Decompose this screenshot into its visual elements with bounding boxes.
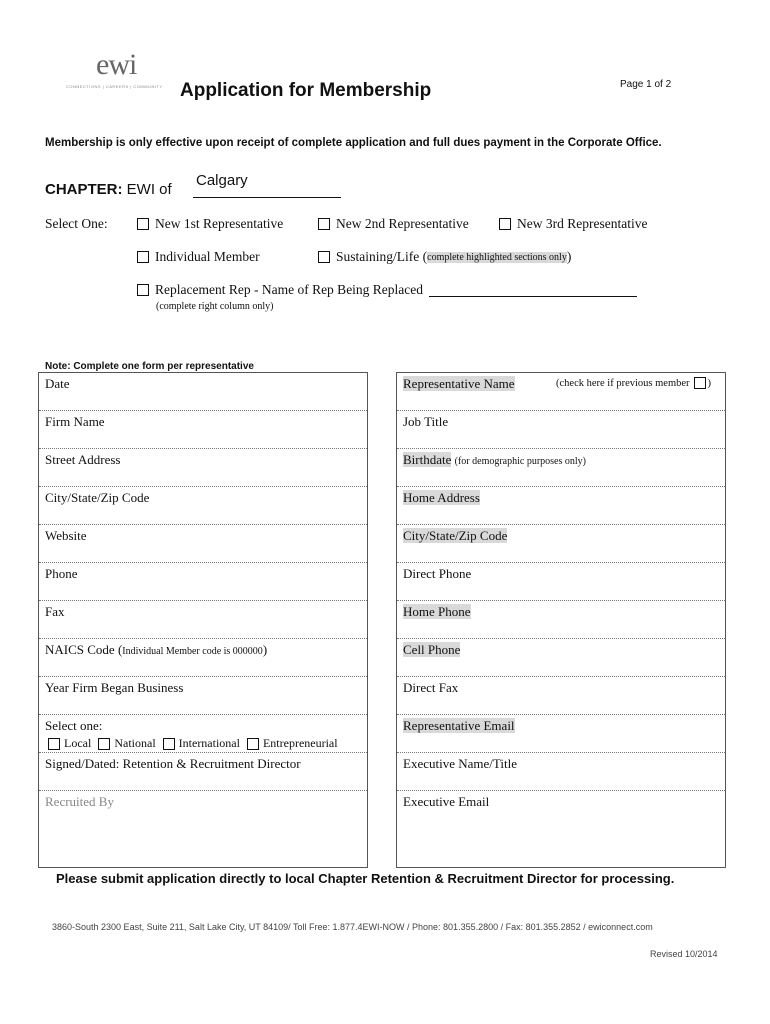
field-label: Home Address xyxy=(403,490,480,505)
field-firm-name[interactable] xyxy=(39,411,367,449)
field-label: Representative Name xyxy=(403,376,515,391)
field-label: Recruited By xyxy=(45,794,114,809)
option-label: Replacement Rep - Name of Rep Being Replaced xyxy=(155,282,424,297)
field-close: ) xyxy=(262,642,268,657)
option-label: International xyxy=(178,736,240,750)
option-label: National xyxy=(114,736,156,750)
field-label: Home Phone xyxy=(403,604,471,619)
field-representative-email[interactable] xyxy=(397,715,725,753)
checkbox[interactable] xyxy=(318,218,330,230)
field-business-type xyxy=(39,715,367,753)
option-new-1st-rep[interactable] xyxy=(137,216,283,232)
field-label: City/State/Zip Code xyxy=(45,490,150,505)
logo-tagline: CONNECTIONS | CAREERS | COMMUNITY xyxy=(66,84,163,89)
field-label: Street Address xyxy=(45,452,121,467)
option-replacement-rep[interactable] xyxy=(137,282,637,298)
checkbox[interactable] xyxy=(137,218,149,230)
checkbox[interactable] xyxy=(137,251,149,263)
field-label: Fax xyxy=(45,604,65,619)
business-type-options xyxy=(45,736,367,751)
field-label: City/State/Zip Code xyxy=(403,528,508,543)
option-sustaining-life[interactable] xyxy=(318,249,571,265)
previous-member-check xyxy=(556,377,711,389)
option-individual-member[interactable] xyxy=(137,249,260,265)
checkbox[interactable] xyxy=(318,251,330,263)
field-signed-dated[interactable] xyxy=(39,753,367,791)
previous-member-close: ) xyxy=(707,377,712,389)
field-direct-phone[interactable] xyxy=(397,563,725,601)
field-date[interactable] xyxy=(39,373,367,411)
field-fax[interactable] xyxy=(39,601,367,639)
footer-address: 3860-South 2300 East, Suite 211, Salt Lake City, UT 84109/ Toll Free: 1.877.4EWI-NOW / Phone: 801.355.2800 / Fax: 801.355.2852 / ewiconnect.com xyxy=(52,922,653,932)
representative-info-column xyxy=(396,372,726,868)
field-note: Individual Member code is 000000 xyxy=(122,646,263,657)
option-label: New 1st Representative xyxy=(155,216,284,231)
field-label: Year Firm Began Business xyxy=(45,680,184,695)
field-website[interactable] xyxy=(39,525,367,563)
field-home-address[interactable] xyxy=(397,487,725,525)
field-label: Signed/Dated: Retention & Recruitment Director xyxy=(45,756,301,771)
option-note: complete highlighted sections only xyxy=(427,251,567,263)
field-street-address[interactable] xyxy=(39,449,367,487)
checkbox[interactable] xyxy=(499,218,511,230)
field-note: (for demographic purposes only) xyxy=(454,456,586,467)
select-one-label: Select One: xyxy=(45,216,108,231)
field-phone[interactable] xyxy=(39,563,367,601)
field-job-title[interactable] xyxy=(397,411,725,449)
field-label: Website xyxy=(45,528,87,543)
chapter-label xyxy=(45,181,172,198)
option-new-3rd-rep[interactable] xyxy=(499,216,647,232)
replacement-note: (complete right column only) xyxy=(156,301,274,312)
option-label: Entrepreneurial xyxy=(262,736,338,750)
field-executive-name[interactable] xyxy=(397,753,725,791)
checkbox-previous-member[interactable] xyxy=(694,377,706,389)
field-label: Phone xyxy=(45,566,78,581)
field-label: Cell Phone xyxy=(403,642,461,657)
option-label: New 3rd Representative xyxy=(517,216,648,231)
field-label: Representative Email xyxy=(403,718,515,733)
checkbox-international[interactable] xyxy=(163,738,175,750)
firm-info-column xyxy=(38,372,368,868)
checkbox-entrepreneurial[interactable] xyxy=(247,738,259,750)
field-label: Executive Email xyxy=(403,794,490,809)
chapter-prefix: EWI of xyxy=(126,181,172,198)
field-cell-phone[interactable] xyxy=(397,639,725,677)
field-label: Birthdate xyxy=(403,452,452,467)
previous-member-label: (check here if previous member xyxy=(556,377,690,389)
field-home-phone[interactable] xyxy=(397,601,725,639)
field-label: NAICS Code ( xyxy=(45,642,123,657)
field-label: Select one: xyxy=(45,718,103,733)
field-naics-code[interactable] xyxy=(39,639,367,677)
submit-instructions: Please submit application directly to local Chapter Retention & Recruitment Director for processing. xyxy=(56,871,675,886)
field-label: Direct Fax xyxy=(403,680,459,695)
option-label: Sustaining/Life ( xyxy=(336,249,428,264)
checkbox[interactable] xyxy=(137,284,149,296)
field-executive-email[interactable] xyxy=(397,791,725,867)
option-new-2nd-rep[interactable] xyxy=(318,216,469,232)
field-birthdate[interactable] xyxy=(397,449,725,487)
membership-notice: Membership is only effective upon receipt of complete application and full dues payment in the Corporate Office. xyxy=(45,137,662,149)
replaced-rep-input[interactable] xyxy=(429,284,637,297)
form-note: Note: Complete one form per representative xyxy=(45,361,254,372)
field-label: Date xyxy=(45,376,70,391)
field-city-state-zip[interactable] xyxy=(39,487,367,525)
field-recruited-by[interactable] xyxy=(39,791,367,867)
chapter-input[interactable]: Calgary xyxy=(196,172,248,189)
field-direct-fax[interactable] xyxy=(397,677,725,715)
option-label: Local xyxy=(64,736,92,750)
ewi-logo: ewi xyxy=(96,48,137,81)
option-label: New 2nd Representative xyxy=(336,216,469,231)
revision-date: Revised 10/2014 xyxy=(650,949,718,959)
page-number: Page 1 of 2 xyxy=(620,79,672,90)
field-year-firm-began[interactable] xyxy=(39,677,367,715)
chapter-heading: CHAPTER: xyxy=(45,181,123,198)
field-representative-name[interactable] xyxy=(397,373,725,411)
checkbox-national[interactable] xyxy=(98,738,110,750)
checkbox-local[interactable] xyxy=(48,738,60,750)
field-label: Executive Name/Title xyxy=(403,756,517,771)
option-label: Individual Member xyxy=(155,249,260,264)
page-title: Application for Membership xyxy=(180,80,432,101)
field-rep-city-state-zip[interactable] xyxy=(397,525,725,563)
option-close: ) xyxy=(566,249,572,264)
field-label: Job Title xyxy=(403,414,449,429)
field-label: Direct Phone xyxy=(403,566,472,581)
field-label: Firm Name xyxy=(45,414,105,429)
chapter-underline xyxy=(193,197,341,198)
